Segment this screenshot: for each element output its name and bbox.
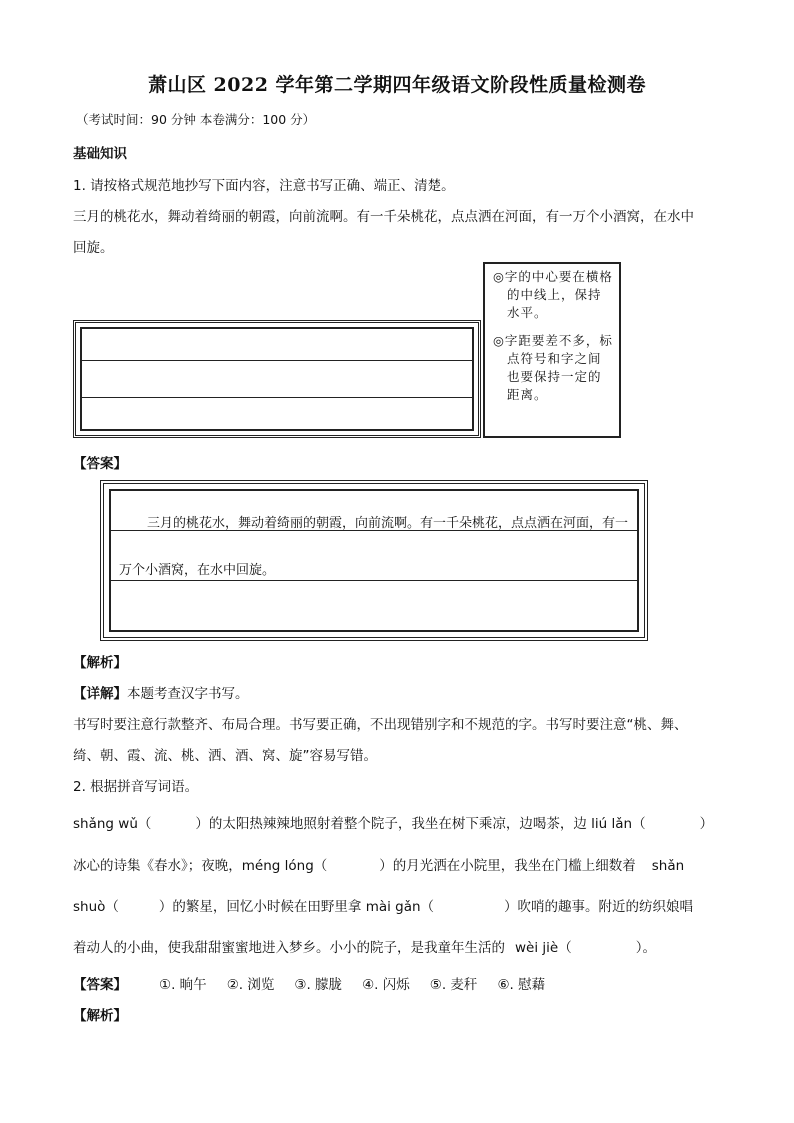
- q2-l1-close: ）: [699, 816, 714, 832]
- pinyin-shangwu: shǎng wǔ（: [73, 816, 152, 832]
- page-title: 萧山区 2022 学年第二学期四年级语文阶段性质量检测卷: [147, 74, 647, 96]
- detail-line: [73, 682, 249, 702]
- pinyin-shuo: shuò（: [73, 899, 119, 915]
- q2-l2-text-b: ）的月光洒在小院里，我坐在门槛上细数着: [379, 858, 636, 874]
- question-2-line-4: [73, 936, 656, 956]
- q2-l2-text: 冰心的诗集《春水》；夜晚，méng lóng（: [73, 858, 328, 874]
- question-1-passage-line-1: 三月的桃花水，舞动着绮丽的朝霞，向前流啊。有一千朵桃花，点点洒在河面，有一万个小酒窝，在水中: [73, 209, 694, 225]
- answer-item: ③. 朦胧: [294, 977, 343, 993]
- answer-item: ①. 晌午: [159, 977, 207, 993]
- pinyin-shan: shǎn: [651, 858, 685, 874]
- answer-text-line-1: 三月的桃花水，舞动着绮丽的朝霞，向前流啊。有一千朵桃花，点点洒在河面，有一: [147, 516, 629, 531]
- answer-item: ④. 闪烁: [362, 977, 410, 993]
- answer-label-2: 【答案】: [73, 977, 127, 993]
- answer-grid: [100, 480, 648, 641]
- exam-info: （考试时间：90 分钟 本卷满分：100 分）: [76, 112, 316, 127]
- detail-label: 【详解】: [73, 686, 127, 702]
- writing-grid-line: [82, 360, 472, 361]
- answer-grid-line: [111, 580, 637, 581]
- writing-tip-2: ◎字距要差不多，标点符号和字之间也要保持一定的距离。: [493, 333, 613, 402]
- analysis-label-1: 【解析】: [73, 655, 127, 671]
- q2-l3-text-b: ）吹哨的趣事。附近的纺织娘唱: [504, 899, 694, 915]
- answer-text-line-2: 万个小酒窝，在水中回旋。: [119, 563, 276, 578]
- pinyin-weijie: wèi jiè（: [515, 940, 572, 956]
- answer-item: ⑤. 麦秆: [429, 977, 478, 993]
- writing-tips-box: [483, 262, 621, 438]
- q2-l4-text: 着动人的小曲，使我甜甜蜜蜜地进入梦乡。小小的院子，是我童年生活的: [73, 940, 505, 956]
- section-heading: 基础知识: [73, 146, 127, 162]
- explain-line-1: 书写时要注意行款整齐、布局合理。书写要正确，不出现错别字和不规范的字。书写时要注意“桃、舞、: [73, 717, 688, 733]
- explain-line-2: 绮、朝、霞、流、桃、洒、酒、窝、旋”容易写错。: [73, 748, 377, 764]
- q2-l1-text: ）的太阳热辣辣地照射着整个院子，我坐在树下乘凉，边喝茶，边 liú lǎn（: [195, 816, 646, 832]
- answer-item: ②. 浏览: [226, 977, 275, 993]
- detail-text: 本题考查汉字书写。: [127, 686, 249, 702]
- answer-item: ⑥. 慰藉: [497, 977, 546, 993]
- question-1-prompt: 1. 请按格式规范地抄写下面内容，注意书写正确、端正、清楚。: [73, 178, 455, 194]
- q2-l4-close: ）。: [635, 940, 656, 956]
- writing-grid-inner: [80, 327, 474, 431]
- answer-label-1: 【答案】: [73, 456, 127, 472]
- question-2-answers: [73, 973, 565, 993]
- question-2-line-2: [73, 854, 684, 874]
- question-2-line-1: [73, 812, 713, 832]
- writing-grid: [73, 320, 481, 438]
- analysis-label-2: 【解析】: [73, 1008, 127, 1024]
- writing-tip-1: ◎字的中心要在横格的中线上，保持水平。: [493, 269, 613, 320]
- writing-grid-line: [82, 397, 472, 398]
- q2-l3-text: ）的繁星，回忆小时候在田野里拿 mài gǎn（: [158, 899, 435, 915]
- answer-grid-inner: [109, 489, 639, 632]
- question-2-prompt: 2. 根据拼音写词语。: [73, 779, 199, 795]
- question-2-line-3: [73, 895, 693, 915]
- question-1-passage-line-2: 回旋。: [73, 240, 114, 256]
